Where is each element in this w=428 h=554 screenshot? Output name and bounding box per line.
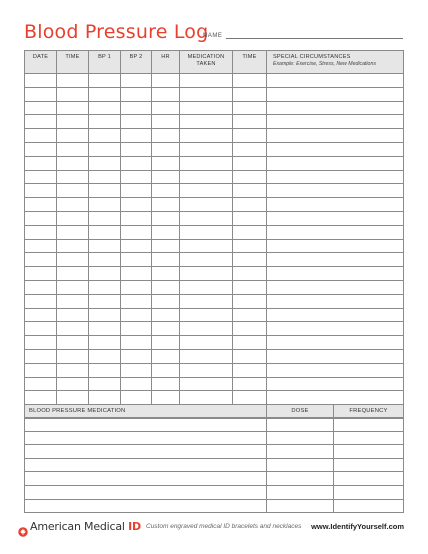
log-column-header	[152, 51, 180, 74]
log-cell[interactable]	[121, 142, 152, 156]
medication-cell[interactable]	[25, 431, 267, 445]
log-cell[interactable]	[267, 377, 404, 391]
log-cell[interactable]	[233, 170, 267, 184]
log-cell[interactable]	[25, 239, 57, 253]
log-cell[interactable]	[89, 294, 121, 308]
log-cell[interactable]	[233, 349, 267, 363]
log-cell[interactable]	[57, 198, 89, 212]
log-row	[25, 156, 404, 170]
log-cell[interactable]	[89, 253, 121, 267]
log-cell[interactable]	[152, 322, 180, 336]
log-cell[interactable]	[89, 280, 121, 294]
log-cell[interactable]	[121, 225, 152, 239]
log-cell[interactable]	[89, 377, 121, 391]
log-cell[interactable]	[89, 198, 121, 212]
log-cell[interactable]	[25, 115, 57, 129]
log-cell[interactable]	[233, 308, 267, 322]
log-cell[interactable]	[180, 363, 233, 377]
log-cell[interactable]	[57, 142, 89, 156]
log-cell[interactable]	[25, 363, 57, 377]
log-column-header	[233, 51, 267, 74]
log-row	[25, 239, 404, 253]
medication-cell[interactable]	[267, 445, 334, 459]
log-cell[interactable]	[121, 377, 152, 391]
log-cell[interactable]	[233, 267, 267, 281]
log-cell[interactable]	[89, 170, 121, 184]
log-cell[interactable]	[180, 129, 233, 143]
log-cell[interactable]	[233, 74, 267, 88]
log-cell[interactable]	[57, 280, 89, 294]
log-cell[interactable]	[180, 142, 233, 156]
log-row	[25, 225, 404, 239]
medication-header-row	[25, 405, 404, 418]
brand-name	[30, 520, 141, 533]
log-cell[interactable]	[121, 349, 152, 363]
log-cell[interactable]	[121, 129, 152, 143]
log-cell[interactable]	[57, 239, 89, 253]
log-cell[interactable]	[25, 142, 57, 156]
log-cell[interactable]	[233, 294, 267, 308]
medication-column-header: BLOOD PRESSURE MEDICATION	[25, 405, 267, 418]
brand-name-accent: ID	[128, 520, 141, 533]
log-row	[25, 349, 404, 363]
medication-cell[interactable]	[334, 445, 404, 459]
log-cell[interactable]	[233, 184, 267, 198]
log-cell[interactable]	[152, 87, 180, 101]
log-cell[interactable]	[25, 156, 57, 170]
log-cell[interactable]	[25, 377, 57, 391]
log-row	[25, 336, 404, 350]
log-cell[interactable]	[25, 211, 57, 225]
log-cell[interactable]	[233, 239, 267, 253]
medication-cell[interactable]	[334, 499, 404, 513]
log-row	[25, 363, 404, 377]
log-cell[interactable]	[152, 239, 180, 253]
name-label: NAME	[203, 33, 223, 39]
log-cell[interactable]	[180, 280, 233, 294]
log-cell[interactable]	[121, 156, 152, 170]
log-cell[interactable]	[25, 336, 57, 350]
log-cell[interactable]	[152, 115, 180, 129]
log-cell[interactable]	[57, 101, 89, 115]
log-row	[25, 87, 404, 101]
log-cell[interactable]	[121, 322, 152, 336]
medication-table	[24, 404, 404, 513]
column-label: BP 1	[98, 54, 111, 60]
brand-name-main: American Medical	[30, 520, 129, 533]
log-column-header	[121, 51, 152, 74]
medication-cell[interactable]	[267, 472, 334, 486]
log-column-header	[89, 51, 121, 74]
log-cell[interactable]	[121, 253, 152, 267]
log-cell[interactable]	[180, 239, 233, 253]
log-cell[interactable]	[233, 253, 267, 267]
log-cell[interactable]	[25, 170, 57, 184]
log-cell[interactable]	[57, 308, 89, 322]
log-cell[interactable]	[267, 267, 404, 281]
log-cell[interactable]	[180, 101, 233, 115]
medication-cell[interactable]	[334, 485, 404, 499]
log-cell[interactable]	[25, 184, 57, 198]
log-cell[interactable]	[267, 198, 404, 212]
log-cell[interactable]	[233, 336, 267, 350]
log-cell[interactable]	[89, 239, 121, 253]
medication-cell[interactable]	[25, 499, 267, 513]
log-cell[interactable]	[25, 349, 57, 363]
medication-row	[25, 445, 404, 459]
log-row	[25, 391, 404, 405]
medication-cell[interactable]	[334, 418, 404, 432]
medication-cell[interactable]	[334, 472, 404, 486]
log-cell[interactable]	[57, 184, 89, 198]
log-cell[interactable]	[180, 170, 233, 184]
log-column-header	[267, 51, 404, 74]
log-cell[interactable]	[89, 211, 121, 225]
log-cell[interactable]	[152, 267, 180, 281]
log-cell[interactable]	[152, 349, 180, 363]
log-cell[interactable]	[267, 115, 404, 129]
medication-cell[interactable]	[267, 431, 334, 445]
log-cell[interactable]	[267, 74, 404, 88]
log-cell[interactable]	[25, 198, 57, 212]
log-row	[25, 74, 404, 88]
log-cell[interactable]	[180, 391, 233, 405]
blood-pressure-log-table	[24, 50, 404, 419]
log-cell[interactable]	[233, 225, 267, 239]
log-cell[interactable]	[89, 363, 121, 377]
log-cell[interactable]	[233, 115, 267, 129]
log-cell[interactable]	[180, 294, 233, 308]
log-cell[interactable]	[121, 170, 152, 184]
tagline: Custom engraved medical ID bracelets and necklaces	[146, 523, 302, 530]
log-cell[interactable]	[267, 142, 404, 156]
log-header-row	[25, 51, 404, 74]
log-cell[interactable]	[180, 267, 233, 281]
medication-cell[interactable]	[334, 431, 404, 445]
log-cell[interactable]	[233, 198, 267, 212]
log-cell[interactable]	[121, 391, 152, 405]
log-cell[interactable]	[233, 322, 267, 336]
column-label: SPECIAL CIRCUMSTANCES	[273, 54, 351, 60]
log-cell[interactable]	[233, 156, 267, 170]
medication-cell[interactable]	[25, 472, 267, 486]
column-label: MEDICATION TAKEN	[187, 54, 225, 67]
log-cell[interactable]	[121, 336, 152, 350]
log-cell[interactable]	[121, 239, 152, 253]
log-row	[25, 198, 404, 212]
log-cell[interactable]	[121, 101, 152, 115]
log-row	[25, 129, 404, 143]
log-cell[interactable]	[152, 170, 180, 184]
log-cell[interactable]	[89, 87, 121, 101]
medication-cell[interactable]	[334, 458, 404, 472]
log-row	[25, 142, 404, 156]
log-cell[interactable]	[89, 391, 121, 405]
log-cell[interactable]	[25, 225, 57, 239]
log-cell[interactable]	[152, 391, 180, 405]
log-cell[interactable]	[180, 225, 233, 239]
page-title: Blood Pressure Log	[24, 21, 209, 43]
log-cell[interactable]	[89, 267, 121, 281]
log-column-header	[25, 51, 57, 74]
log-cell[interactable]	[152, 336, 180, 350]
log-cell[interactable]	[25, 280, 57, 294]
log-cell[interactable]	[267, 280, 404, 294]
log-cell[interactable]	[25, 87, 57, 101]
log-cell[interactable]	[57, 267, 89, 281]
log-cell[interactable]	[267, 225, 404, 239]
log-cell[interactable]	[25, 308, 57, 322]
medication-row	[25, 431, 404, 445]
log-cell[interactable]	[57, 87, 89, 101]
log-cell[interactable]	[152, 308, 180, 322]
log-cell[interactable]	[25, 322, 57, 336]
log-cell[interactable]	[267, 336, 404, 350]
log-cell[interactable]	[89, 322, 121, 336]
log-cell[interactable]	[233, 391, 267, 405]
column-example-text: Example: Exercise, Stress, New Medications	[273, 61, 376, 67]
log-row	[25, 211, 404, 225]
log-cell[interactable]	[233, 363, 267, 377]
log-cell[interactable]	[180, 322, 233, 336]
log-cell[interactable]	[25, 129, 57, 143]
medication-row	[25, 458, 404, 472]
log-cell[interactable]	[180, 156, 233, 170]
medication-column-header: FREQUENCY	[334, 405, 404, 418]
log-cell[interactable]	[25, 101, 57, 115]
log-column-header	[180, 51, 233, 74]
medication-cell[interactable]	[267, 458, 334, 472]
log-cell[interactable]	[121, 198, 152, 212]
log-cell[interactable]	[121, 74, 152, 88]
log-row	[25, 170, 404, 184]
log-cell[interactable]	[89, 308, 121, 322]
log-cell[interactable]	[152, 184, 180, 198]
log-cell[interactable]	[180, 349, 233, 363]
log-cell[interactable]	[121, 280, 152, 294]
log-cell[interactable]	[121, 267, 152, 281]
log-cell[interactable]	[57, 349, 89, 363]
log-row	[25, 184, 404, 198]
brand-logo	[18, 520, 141, 533]
log-cell[interactable]	[267, 101, 404, 115]
medication-column-header: DOSE	[267, 405, 334, 418]
log-cell[interactable]	[152, 280, 180, 294]
log-cell[interactable]	[57, 211, 89, 225]
log-row	[25, 322, 404, 336]
column-label: TIME	[65, 54, 80, 60]
log-cell[interactable]	[25, 74, 57, 88]
log-row	[25, 377, 404, 391]
log-cell[interactable]	[152, 101, 180, 115]
log-cell[interactable]	[233, 377, 267, 391]
log-cell[interactable]	[152, 294, 180, 308]
log-cell[interactable]	[267, 253, 404, 267]
log-row	[25, 101, 404, 115]
medication-row	[25, 485, 404, 499]
log-cell[interactable]	[89, 184, 121, 198]
log-cell[interactable]	[121, 211, 152, 225]
log-cell[interactable]	[267, 363, 404, 377]
log-column-header	[57, 51, 89, 74]
medication-cell[interactable]	[25, 485, 267, 499]
log-cell[interactable]	[180, 198, 233, 212]
log-cell[interactable]	[57, 294, 89, 308]
log-cell[interactable]	[152, 253, 180, 267]
log-cell[interactable]	[152, 129, 180, 143]
log-cell[interactable]	[267, 322, 404, 336]
log-cell[interactable]	[152, 211, 180, 225]
log-cell[interactable]	[152, 156, 180, 170]
log-cell[interactable]	[25, 267, 57, 281]
log-cell[interactable]	[57, 363, 89, 377]
log-cell[interactable]	[267, 184, 404, 198]
log-cell[interactable]	[267, 391, 404, 405]
log-cell[interactable]	[121, 363, 152, 377]
log-cell[interactable]	[267, 129, 404, 143]
log-row	[25, 280, 404, 294]
log-cell[interactable]	[57, 336, 89, 350]
log-cell[interactable]	[121, 294, 152, 308]
log-cell[interactable]	[89, 156, 121, 170]
medication-cell[interactable]	[267, 418, 334, 432]
medication-row	[25, 418, 404, 432]
log-cell[interactable]	[57, 129, 89, 143]
log-cell[interactable]	[267, 170, 404, 184]
log-cell[interactable]	[57, 170, 89, 184]
log-cell[interactable]	[267, 211, 404, 225]
log-row	[25, 294, 404, 308]
log-cell[interactable]	[89, 225, 121, 239]
log-cell[interactable]	[57, 115, 89, 129]
log-cell[interactable]	[267, 156, 404, 170]
maple-leaf-icon	[18, 527, 28, 537]
log-cell[interactable]	[89, 115, 121, 129]
log-cell[interactable]	[267, 308, 404, 322]
log-cell[interactable]	[233, 101, 267, 115]
log-cell[interactable]	[57, 377, 89, 391]
log-cell[interactable]	[233, 211, 267, 225]
website-link[interactable]: www.IdentifyYourself.com	[311, 522, 404, 531]
log-cell[interactable]	[57, 225, 89, 239]
log-cell[interactable]	[89, 101, 121, 115]
log-cell[interactable]	[180, 211, 233, 225]
log-row	[25, 253, 404, 267]
log-cell[interactable]	[180, 336, 233, 350]
medication-cell[interactable]	[25, 445, 267, 459]
log-cell[interactable]	[121, 87, 152, 101]
log-cell[interactable]	[180, 253, 233, 267]
name-field[interactable]	[226, 38, 403, 39]
log-cell[interactable]	[267, 349, 404, 363]
log-cell[interactable]	[152, 377, 180, 391]
log-cell[interactable]	[152, 74, 180, 88]
log-cell[interactable]	[89, 142, 121, 156]
log-cell[interactable]	[180, 74, 233, 88]
log-cell[interactable]	[121, 115, 152, 129]
log-cell[interactable]	[25, 253, 57, 267]
log-cell[interactable]	[180, 87, 233, 101]
log-cell[interactable]	[57, 391, 89, 405]
log-cell[interactable]	[57, 74, 89, 88]
log-cell[interactable]	[89, 129, 121, 143]
medication-cell[interactable]	[267, 499, 334, 513]
log-cell[interactable]	[57, 156, 89, 170]
log-cell[interactable]	[152, 225, 180, 239]
log-row	[25, 115, 404, 129]
log-cell[interactable]	[267, 87, 404, 101]
log-cell[interactable]	[152, 198, 180, 212]
medication-row	[25, 472, 404, 486]
log-cell[interactable]	[57, 253, 89, 267]
column-label: TIME	[242, 54, 257, 60]
log-cell[interactable]	[233, 129, 267, 143]
log-cell[interactable]	[267, 294, 404, 308]
log-cell[interactable]	[25, 391, 57, 405]
log-cell[interactable]	[180, 115, 233, 129]
medication-cell[interactable]	[25, 458, 267, 472]
log-cell[interactable]	[121, 184, 152, 198]
log-cell[interactable]	[121, 308, 152, 322]
log-cell[interactable]	[57, 322, 89, 336]
log-cell[interactable]	[267, 239, 404, 253]
log-row	[25, 308, 404, 322]
log-row	[25, 267, 404, 281]
log-cell[interactable]	[180, 308, 233, 322]
log-cell[interactable]	[233, 280, 267, 294]
log-cell[interactable]	[89, 336, 121, 350]
column-label: BP 2	[129, 54, 143, 60]
log-cell[interactable]	[180, 377, 233, 391]
log-cell[interactable]	[233, 87, 267, 101]
log-cell[interactable]	[89, 74, 121, 88]
log-cell[interactable]	[233, 142, 267, 156]
column-label: DATE	[32, 54, 49, 60]
medication-row	[25, 499, 404, 513]
log-cell[interactable]	[25, 294, 57, 308]
log-cell[interactable]	[89, 349, 121, 363]
log-cell[interactable]	[152, 363, 180, 377]
log-cell[interactable]	[152, 142, 180, 156]
medication-cell[interactable]	[25, 418, 267, 432]
column-label: HR	[161, 54, 170, 60]
medication-cell[interactable]	[267, 485, 334, 499]
log-cell[interactable]	[180, 184, 233, 198]
